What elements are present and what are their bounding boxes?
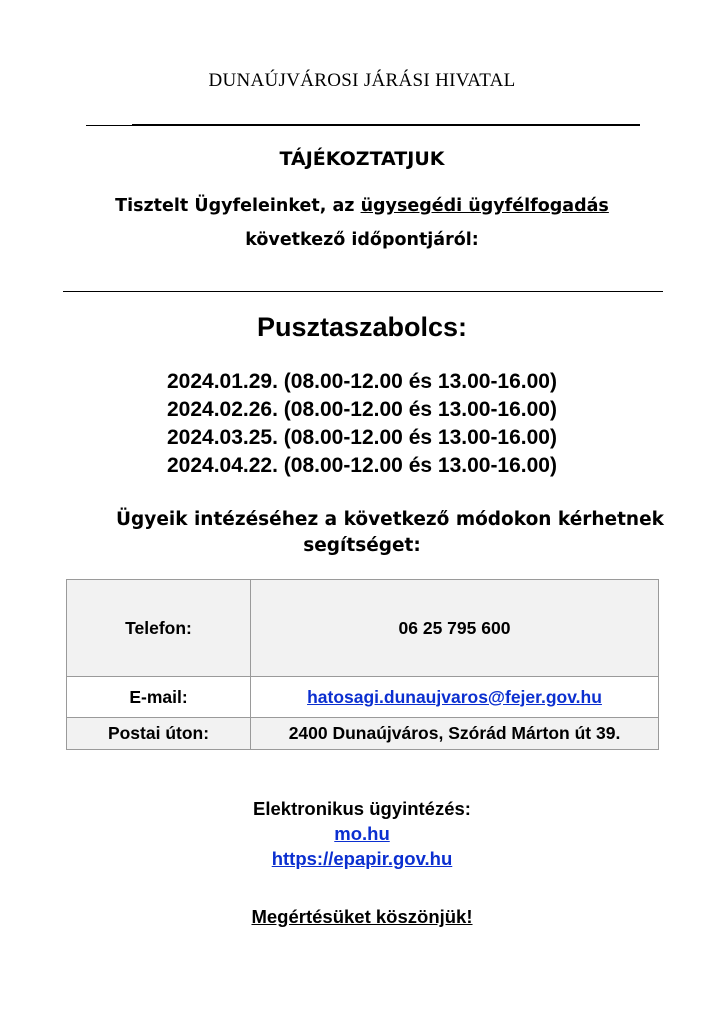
thanks-text: Megértésüket köszönjük!	[251, 906, 473, 927]
post-label: Postai úton:	[67, 718, 251, 750]
electronic-heading: Elektronikus ügyintézés:	[253, 798, 471, 819]
section-divider	[63, 291, 663, 292]
email-label: E-mail:	[67, 677, 251, 718]
mo-hu-link[interactable]: mo.hu	[334, 823, 390, 844]
intro-prefix: Tisztelt Ügyfeleinket, az	[115, 196, 361, 216]
header-divider-short	[86, 125, 132, 126]
email-link[interactable]: hatosagi.dunaujvaros@fejer.gov.hu	[307, 686, 602, 707]
table-row-post	[67, 718, 659, 750]
table-row-email	[67, 677, 659, 718]
place-name: Pusztaszabolcs:	[256, 312, 468, 342]
phone-label: Telefon:	[67, 580, 251, 677]
help-text-line-1: Ügyeik intézéséhez a következő módokon kérhetnek	[116, 509, 664, 530]
intro-line-1	[0, 196, 724, 216]
intro-line-2: következő időpontjáról:	[245, 230, 479, 250]
help-text-line-2: segítséget:	[303, 535, 421, 556]
contact-table	[66, 579, 659, 750]
office-name: DUNAÚJVÁROSI JÁRÁSI HIVATAL	[208, 70, 516, 91]
schedule-date: 2024.02.26. (08.00-12.00 és 13.00-16.00)	[167, 398, 557, 421]
post-value: 2400 Dunaújváros, Szórád Márton út 39.	[251, 718, 659, 750]
schedule-date: 2024.03.25. (08.00-12.00 és 13.00-16.00)	[167, 426, 557, 449]
epapir-link[interactable]: https://epapir.gov.hu	[271, 848, 453, 869]
table-row-phone	[67, 580, 659, 677]
epapir-link-row	[0, 848, 724, 870]
notice-heading: TÁJÉKOZTATJUK	[279, 148, 445, 170]
schedule-date: 2024.04.22. (08.00-12.00 és 13.00-16.00)	[167, 454, 557, 477]
intro-underlined: ügysegédi ügyfélfogadás	[360, 196, 609, 216]
header-divider	[132, 124, 640, 126]
phone-value: 06 25 795 600	[251, 580, 659, 677]
email-cell	[251, 677, 659, 718]
mo-hu-link-row	[0, 823, 724, 845]
schedule-date: 2024.01.29. (08.00-12.00 és 13.00-16.00)	[167, 370, 557, 393]
